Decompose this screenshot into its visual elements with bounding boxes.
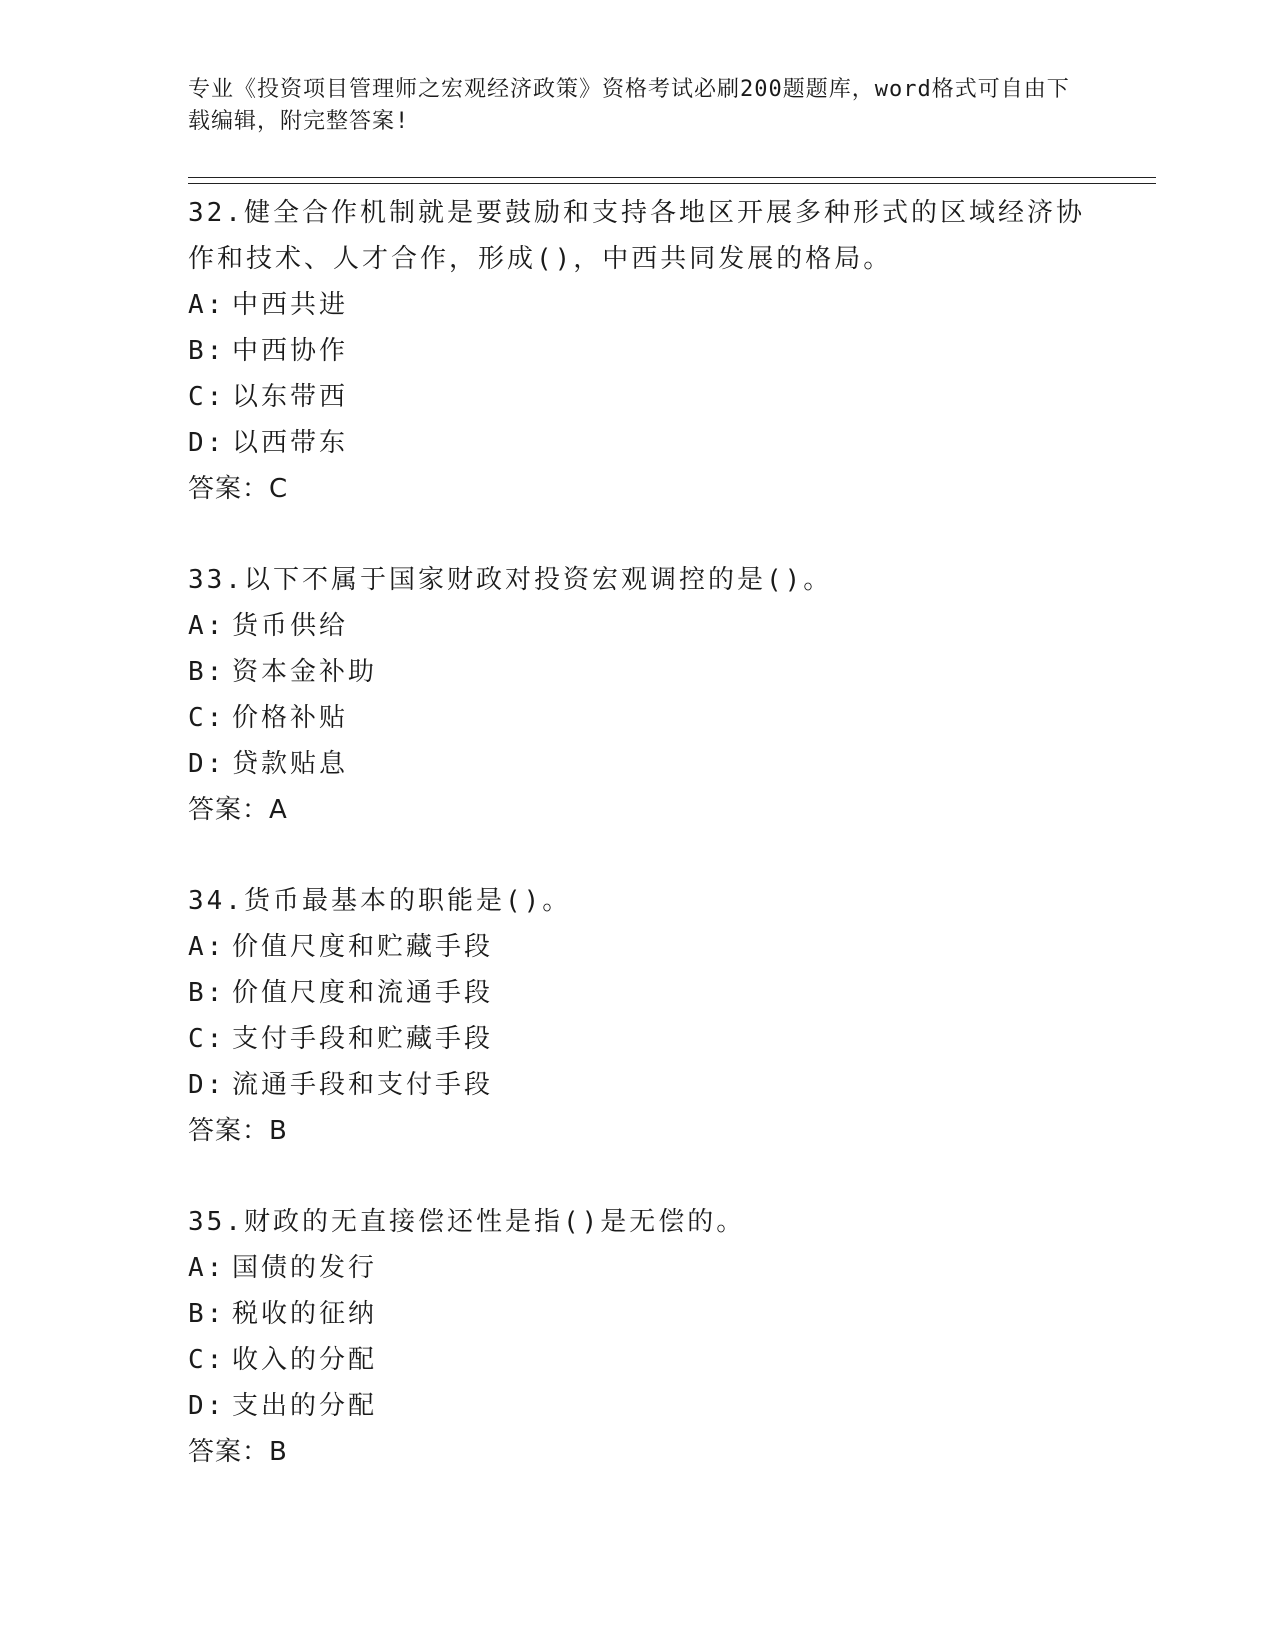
option-d — [188, 420, 1088, 466]
option-text: 价值尺度和流通手段 — [232, 978, 494, 1008]
question-list — [188, 190, 1088, 1520]
option-letter: D: — [188, 749, 226, 779]
option-letter: D: — [188, 428, 226, 458]
option-a — [188, 924, 1088, 970]
option-text: 收入的分配 — [232, 1345, 378, 1375]
option-letter: B: — [188, 657, 226, 687]
answer-line: 答案：C — [188, 474, 289, 504]
option-b — [188, 970, 1088, 1016]
question-stem: 32.健全合作机制就是要鼓励和支持各地区开展多种形式的区域经济协作和技术、人才合作，形成()，中西共同发展的格局。 — [188, 198, 1085, 274]
option-letter: A: — [188, 290, 226, 320]
option-text: 支付手段和贮藏手段 — [232, 1024, 494, 1054]
answer-line: 答案：A — [188, 795, 288, 825]
question-35 — [188, 1199, 1088, 1475]
option-d — [188, 1062, 1088, 1108]
option-text: 价值尺度和贮藏手段 — [232, 932, 494, 962]
answer-line: 答案：B — [188, 1116, 288, 1146]
option-letter: A: — [188, 611, 226, 641]
option-a — [188, 603, 1088, 649]
option-c — [188, 1337, 1088, 1383]
option-letter: B: — [188, 978, 226, 1008]
option-text: 中西共进 — [232, 290, 349, 320]
option-letter: A: — [188, 932, 226, 962]
option-text: 流通手段和支付手段 — [232, 1070, 494, 1100]
option-text: 货币供给 — [232, 611, 349, 641]
option-b — [188, 328, 1088, 374]
option-c — [188, 1016, 1088, 1062]
option-text: 以西带东 — [232, 428, 349, 458]
answer-line: 答案：B — [188, 1437, 288, 1467]
option-text: 国债的发行 — [232, 1253, 378, 1283]
option-a — [188, 282, 1088, 328]
question-32 — [188, 190, 1088, 512]
option-d — [188, 1383, 1088, 1429]
option-text: 税收的征纳 — [232, 1299, 378, 1329]
question-stem: 35.财政的无直接偿还性是指()是无偿的。 — [188, 1207, 746, 1237]
option-b — [188, 649, 1088, 695]
document-header: 专业《投资项目管理师之宏观经济政策》资格考试必刷200题题库，word格式可自由下载编辑，附完整答案! — [188, 77, 1070, 134]
option-letter: C: — [188, 1345, 226, 1375]
option-letter: C: — [188, 382, 226, 412]
option-text: 贷款贴息 — [232, 749, 349, 779]
option-letter: D: — [188, 1391, 226, 1421]
question-34 — [188, 878, 1088, 1154]
option-letter: B: — [188, 1299, 226, 1329]
option-a — [188, 1245, 1088, 1291]
option-text: 支出的分配 — [232, 1391, 378, 1421]
option-letter: A: — [188, 1253, 226, 1283]
question-stem: 34.货币最基本的职能是()。 — [188, 886, 572, 916]
option-text: 资本金补助 — [232, 657, 378, 687]
option-b — [188, 1291, 1088, 1337]
option-letter: C: — [188, 703, 226, 733]
option-d — [188, 741, 1088, 787]
header-divider-bottom — [188, 183, 1156, 184]
option-letter: B: — [188, 336, 226, 366]
option-letter: D: — [188, 1070, 226, 1100]
option-c — [188, 374, 1088, 420]
option-c — [188, 695, 1088, 741]
option-text: 以东带西 — [232, 382, 349, 412]
header-divider-top — [188, 177, 1156, 178]
question-33 — [188, 557, 1088, 833]
option-letter: C: — [188, 1024, 226, 1054]
option-text: 中西协作 — [232, 336, 349, 366]
question-stem: 33.以下不属于国家财政对投资宏观调控的是()。 — [188, 565, 833, 595]
option-text: 价格补贴 — [232, 703, 349, 733]
